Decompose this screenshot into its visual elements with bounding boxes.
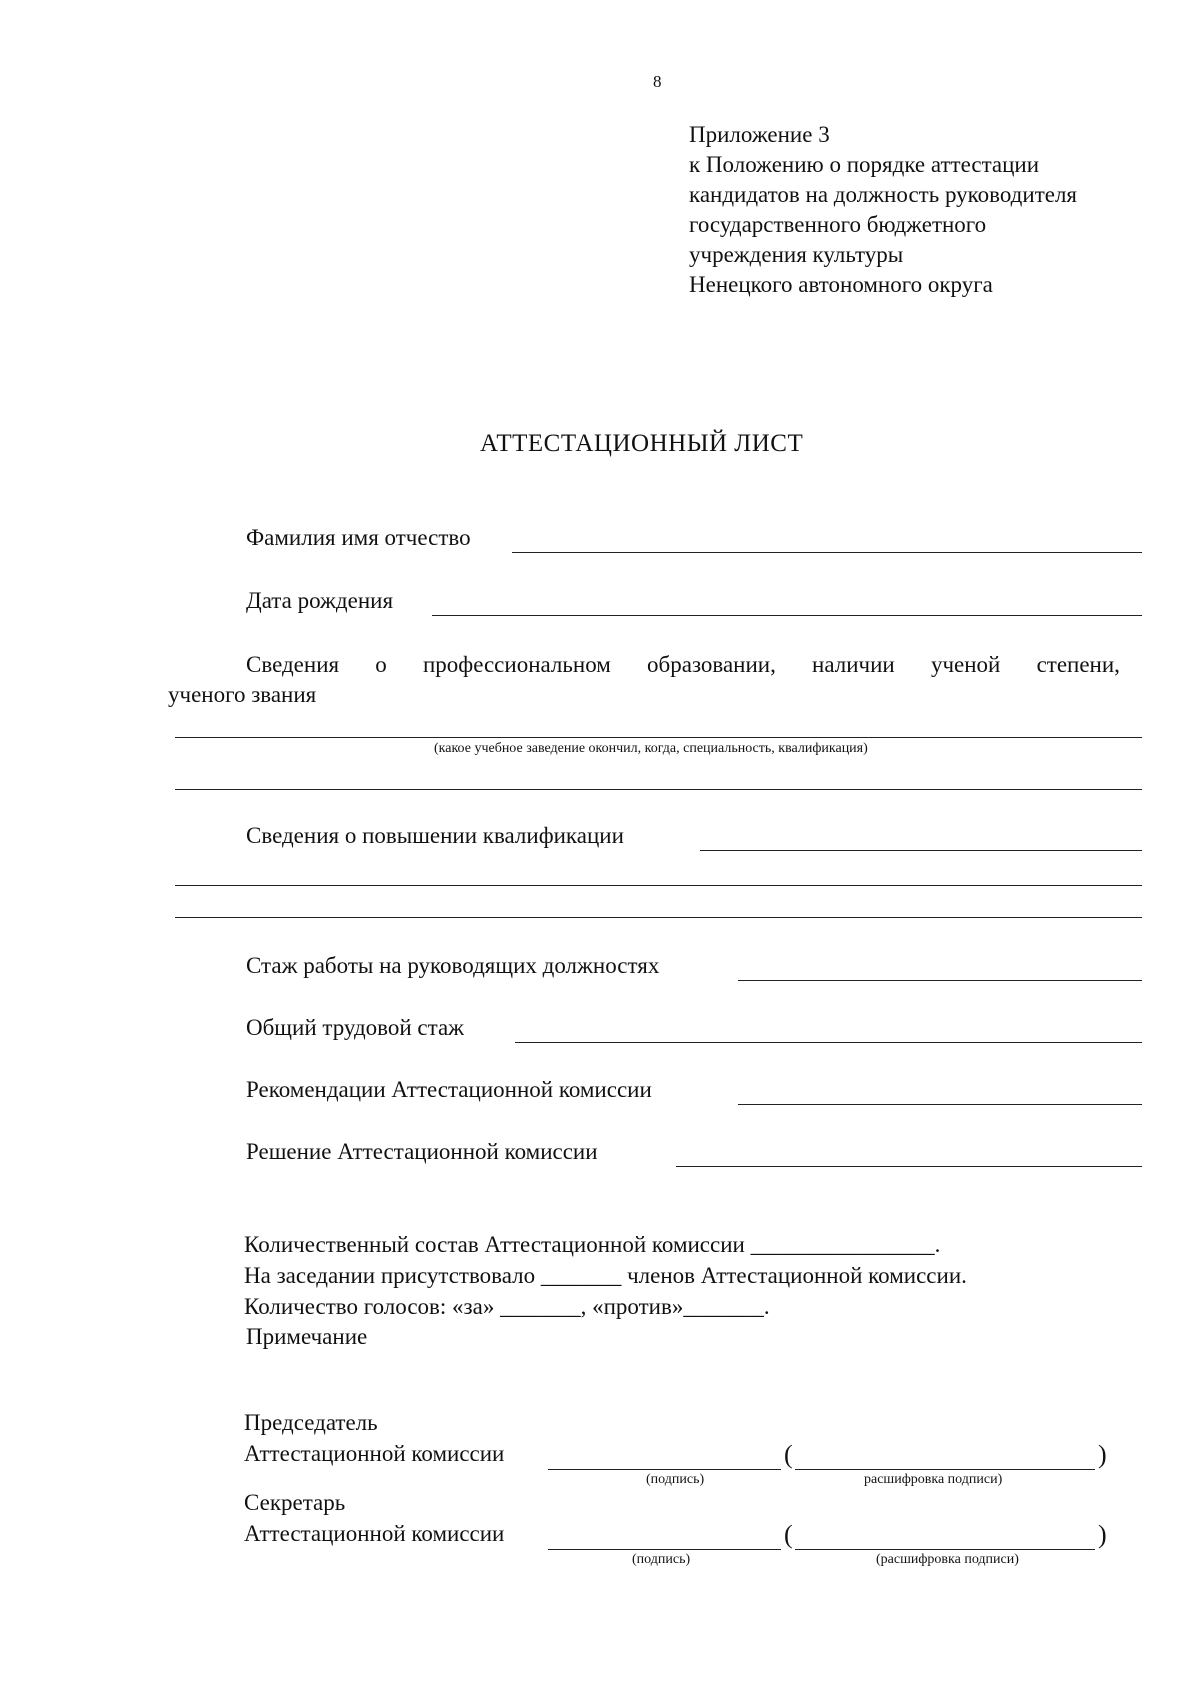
education-field-2[interactable] (175, 789, 1142, 790)
secretary-open-paren: ( (784, 1520, 793, 1549)
full-name-field[interactable] (512, 552, 1142, 553)
secretary-signature-field[interactable] (548, 1549, 781, 1550)
secretary-org: Аттестационной комиссии (244, 1521, 505, 1546)
decision-field[interactable] (676, 1166, 1142, 1167)
education-word: степени, (1036, 652, 1120, 677)
birth-date-label: Дата рождения (246, 588, 394, 613)
education-word: профессиональном (422, 652, 611, 677)
education-label-line1 (246, 652, 1120, 678)
commission-attended: На заседании присутствовало _______ членов Аттестационной комиссии. (244, 1263, 967, 1288)
appendix-line: учреждения культуры (689, 242, 904, 267)
chair-close-paren: ) (1098, 1440, 1107, 1469)
education-hint: (какое учебное заведение окончил, когда, специальность, квалификация) (434, 741, 868, 756)
secretary-decode-field[interactable] (795, 1549, 1095, 1550)
education-word: о (375, 652, 387, 677)
qualification-field-1[interactable] (700, 850, 1142, 851)
page-number: 8 (653, 72, 662, 91)
recommendations-field[interactable] (738, 1104, 1142, 1105)
secretary-decode-hint: (расшифровка подписи) (876, 1552, 1019, 1567)
appendix-line: Ненецкого автономного округа (689, 272, 993, 297)
education-word: наличии (812, 652, 895, 677)
chair-signature-field[interactable] (548, 1469, 781, 1470)
commission-note: Примечание (246, 1324, 368, 1349)
secretary-role: Секретарь (244, 1490, 346, 1515)
chair-org: Аттестационной комиссии (244, 1441, 505, 1466)
appendix-line: кандидатов на должность руководителя (689, 182, 1078, 207)
secretary-close-paren: ) (1098, 1520, 1107, 1549)
full-name-label: Фамилия имя отчество (246, 525, 471, 550)
qualification-field-2[interactable] (175, 885, 1142, 886)
recommendations-label: Рекомендации Аттестационной комиссии (246, 1077, 652, 1102)
appendix-line: к Положению о порядке аттестации (689, 152, 1040, 177)
management-experience-field[interactable] (738, 980, 1142, 981)
qualification-label: Сведения о повышении квалификации (246, 823, 624, 848)
commission-composition: Количественный состав Аттестационной комиссии ________________. (244, 1232, 941, 1257)
education-word: Сведения (246, 652, 340, 677)
total-experience-field[interactable] (515, 1042, 1142, 1043)
education-label-line2: ученого звания (168, 682, 317, 707)
chair-sign-hint: (подпись) (646, 1472, 705, 1487)
education-word: образовании, (647, 652, 776, 677)
chair-role: Председатель (244, 1410, 378, 1435)
chair-open-paren: ( (784, 1440, 793, 1469)
appendix-line: Приложение 3 (689, 122, 830, 147)
birth-date-field[interactable] (432, 615, 1142, 616)
education-word: ученой (930, 652, 1001, 677)
total-experience-label: Общий трудовой стаж (246, 1015, 465, 1040)
education-field-1[interactable] (175, 737, 1142, 738)
secretary-sign-hint: (подпись) (632, 1552, 691, 1567)
chair-decode-field[interactable] (795, 1469, 1095, 1470)
document-title: АТТЕСТАЦИОННЫЙ ЛИСТ (480, 430, 804, 457)
qualification-field-3[interactable] (175, 917, 1142, 918)
appendix-line: государственного бюджетного (689, 212, 987, 237)
management-experience-label: Стаж работы на руководящих должностях (246, 953, 660, 978)
appendix-header (689, 120, 1077, 300)
commission-votes: Количество голосов: «за» _______, «против»_______. (244, 1294, 770, 1319)
decision-label: Решение Аттестационной комиссии (246, 1139, 598, 1164)
chair-decode-hint: расшифровка подписи) (864, 1472, 1003, 1487)
